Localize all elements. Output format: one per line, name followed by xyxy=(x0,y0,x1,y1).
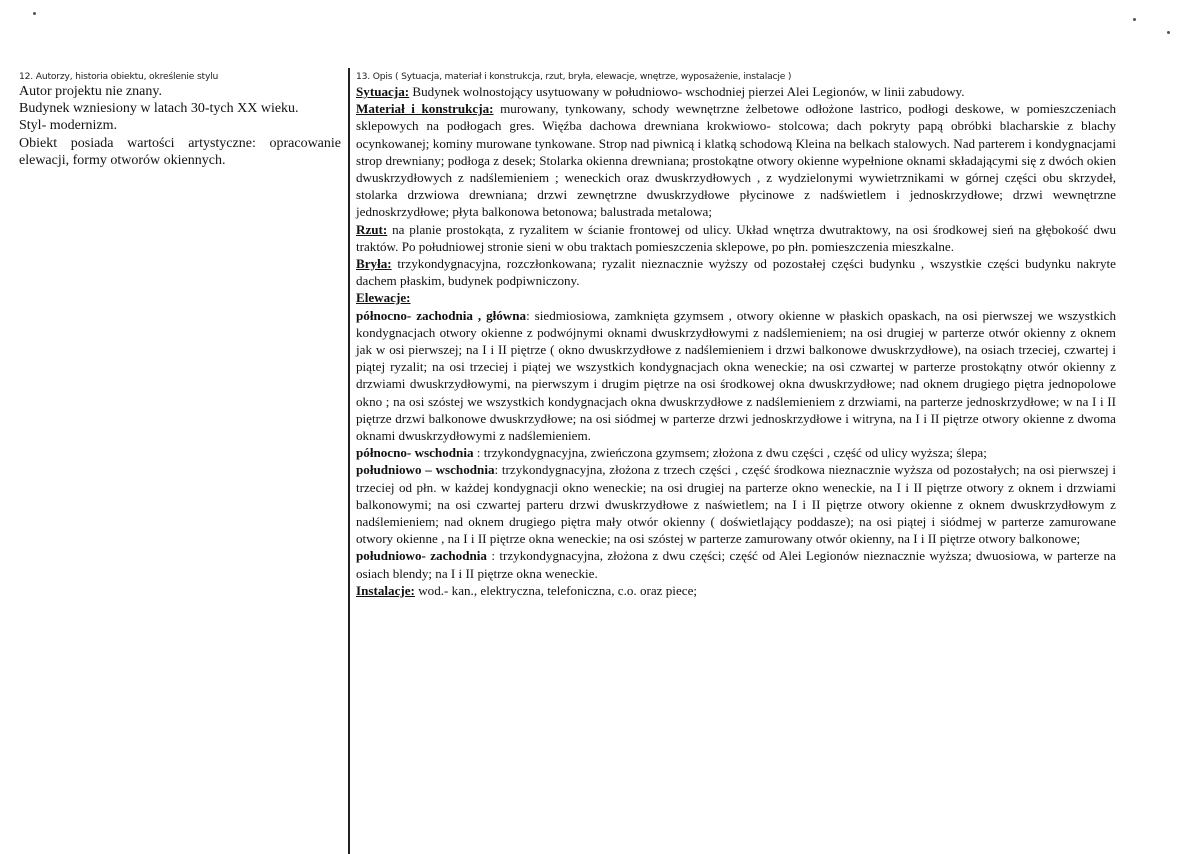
section-12-header: 12. Autorzy, historia obiektu, określenie stylu xyxy=(19,71,219,82)
elevation-northeast xyxy=(356,444,1116,461)
instalacje-paragraph xyxy=(356,582,1116,599)
elevation-southeast xyxy=(356,461,1116,547)
section-12-authors-history xyxy=(19,70,341,169)
bryla-label: Bryła: xyxy=(356,256,392,272)
instalacje-label: Instalacje: xyxy=(356,582,415,598)
sytuacja-paragraph xyxy=(356,83,1116,100)
elevation-southeast-text: : trzykondygnacyjna, złożona z trzech części , część środkowa nieznacznie wyższa od pozostałych; na osi pierwszej i trzeciej od płn. w każdej kondygnacji okno weneckie; na osi drugiej na parterze okno weneckie, na I i II piętrze otwory z oknem i drzwiami balkonowymi; na osi czwartej parteru drzwi dwuskrzydłowe z naświetlem; na I i II piętrze otwory okienne z oknem dwuskrzydłowym z nadślemieniem; nad oknem drugiego piętra mały otwór okienny ( doświetlający poddasze); na osi piątej i siódmej w parterze zamurowane otwory okienne , na I i II piętrze okna weneckie; na osi szóstej w parterze zamurowany otwór okienny, na I i II piętrze otwory balkonowe; xyxy=(356,462,1116,547)
section-13-body xyxy=(356,83,1116,599)
material-label: Materiał i konstrukcja: xyxy=(356,101,494,117)
elevation-northeast-name: północno- wschodnia xyxy=(356,445,474,461)
bryla-text: trzykondygnacyjna, rozczłonkowana; ryzalit nieznacznie wyższy od pozostałej części budynku , wszystkie części budynku nakryte dachem płaskim, budynek podpiwniczony. xyxy=(356,256,1116,289)
instalacje-text: wod.- kan., elektryczna, telefoniczna, c.o. oraz piece; xyxy=(414,582,698,598)
sytuacja-label: Sytuacja: xyxy=(356,84,410,99)
elevation-northwest-name: północno- zachodnia , główna xyxy=(356,307,527,323)
elewacje-heading xyxy=(356,289,1116,306)
date-line: Budynek wzniesiony w latach 30-tych XX wieku. xyxy=(19,101,299,117)
elevation-southeast-name: południowo – wschodnia xyxy=(356,462,495,478)
column-divider xyxy=(348,68,350,854)
sytuacja-text: Budynek wolnostojący usytuowany w południowo- wschodniej pierzei Alei Legionów, w linii zabudowy. xyxy=(409,84,965,99)
elevation-northwest xyxy=(356,307,1116,445)
elevation-southwest-name: południowo- zachodnia xyxy=(356,548,487,564)
scan-speck xyxy=(1167,31,1170,34)
scan-speck xyxy=(33,12,36,15)
bryla-paragraph xyxy=(356,255,1116,289)
elewacje-label: Elewacje: xyxy=(356,290,411,306)
style-line: Styl- modernizm. xyxy=(19,118,117,134)
artistic-value-line: Obiekt posiada wartości artystyczne: opracowanie elewacji, formy otworów okiennych. xyxy=(19,135,341,168)
scan-speck xyxy=(1133,18,1136,21)
section-12-body xyxy=(19,83,341,169)
rzut-paragraph xyxy=(356,221,1116,255)
elevation-southwest-text: : trzykondygnacyjna, złożona z dwu części; część od Alei Legionów nieznacznie wyższa; dwuosiowa, w parterze na osiach blendy; na I i II piętrze okna weneckie. xyxy=(356,548,1116,581)
author-line: Autor projektu nie znany. xyxy=(19,84,162,99)
section-13-description xyxy=(356,70,1116,599)
rzut-label: Rzut: xyxy=(356,221,388,237)
section-13-header: 13. Opis ( Sytuacja, materiał i konstrukcja, rzut, bryła, elewacje, wnętrze, wyposażenie, instalacje ) xyxy=(356,71,792,82)
material-paragraph xyxy=(356,100,1116,220)
elevation-southwest xyxy=(356,547,1116,581)
material-text: murowany, tynkowany, schody wewnętrzne żelbetowe odłożone lastrico, podłogi deskowe, w pomieszczeniach sklepowych na podłogach gres. Więźba dachowa drewniana krokwiowo- stolcowa; dach pokryty papą obróbki blacharskie z blachy ocynkowanej; kominy murowane tynkowane. Strop nad piwnicą i klatką schodową Kleina na belkach stalowych. Nad parterem i kondygnacjami strop drewniany; podłoga z desek; Stolarka okienna drewniana; prostokątne otwory okienne wypełnione oknami składającymi się z dwóch okien dwuskrzydłowych z nadślemieniem ; weneckich oraz dwuskrzydłowych , z wydzielonymi wywietrznikami w górnej części obu skrzydeł, stolarka drzwiowa drewniana; drzwi zewnętrzne dwuskrzydłowe płycinowe z nadświetlem i jednoskrzydłowe; drzwi wewnętrzne jednoskrzydłowe; płyta balkonowa betonowa; balustrada metalowa; xyxy=(356,101,1116,220)
rzut-text: na planie prostokąta, z ryzalitem w ścianie frontowej od ulicy. Układ wnętrza dwutraktowy, na osi środkowej sień na głębokość dwu traktów. Po południowej stronie sieni w obu traktach pomieszczenia sklepowe, po płn. pomieszczenia mieszkalne. xyxy=(356,221,1116,254)
elevation-northwest-text: : siedmiosiowa, zamknięta gzymsem , otwory okienne w płaskich opaskach, na osi pierwszej we wszystkich kondygnacjach otwory okienne z podwójnymi oknami dwuskrzydłowymi z nadślemieniem; na osi drugiej w parterze otwór okienny z oknem jak w osi pierwszej; na I i II piętrze ( okno dwuskrzydłowe z nadślemieniem i drzwi balkonowe dwuskrzydłowe), na osiach trzeciej, czwartej i piątej ryzalit; na osi trzeciej i piątej we wszystkich kondygnacjach okna weneckie; na osi czwartej w parterze prostokątny otwór okienny z drzwiami dwuskrzydłowymi, na pierwszym i drugim piętrze na osi środkowej okna dwuskrzydłowe; nad oknem drugiego piętra jednopolowe okno ; na osi szóstej we wszystkich kondygnacjach okna dwuskrzydłowe z nadślemieniem z drzwiami, na parterze jednoskrzydłowe; w na I i II piętrze drzwi balkonowe dwuskrzydłowe; na osi siódmej w parterze drzwi jednoskrzydłowe i witryna, na I i II piętrze otwory okienne z dwoma oknami dwuskrzydłowymi z nadślemieniem. xyxy=(356,307,1116,444)
elevation-northeast-text: : trzykondygnacyjna, zwieńczona gzymsem; złożona z dwu części , część od ulicy wyższa; ślepa; xyxy=(473,445,987,461)
